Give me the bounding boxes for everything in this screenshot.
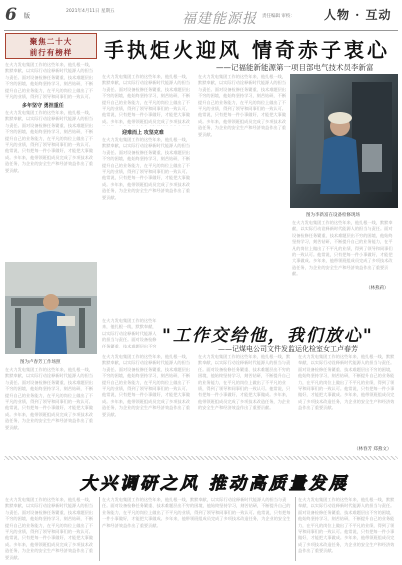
article1-photo-caption: 图为李新富在设备检修现场 [306, 213, 360, 218]
article2-col2: 在火力发电集团工作的这些年来，他扎根一线，默默奉献，以实际行动诠释新时代能源人的担当与责任。面对设备检修任务繁重、技术难题层出不穷的困境，他始终坚持学习，刻苦钻研，不断提升自己的业务能力，在平凡的岗位上做出了不平凡的业绩，得到了领导和同事们的一致认可。他常说，只有把每一件小事做好，才能把大事做成。多年来，他带领班组成员完成了多项技术改造任务，为企业的安全生产和经济效益作出了重要贡献。 [102, 354, 190, 417]
article1-col3: 在火力发电集团工作的这些年来，他扎根一线，默默奉献，以实际行动诠释新时代能源人的担当与责任。面对设备检修任务繁重、技术难题层出不穷的困境，他始终坚持学习，刻苦钻研，不断提升自己的业务能力，在平凡的岗位上做出了不平凡的业绩，得到了领导和同事们的一致认可。他常说，只有把每一件小事做好，才能把大事做成。多年来，他带领班组成员完成了多项技术改造任务，为企业的安全生产和经济效益作出了重要贡献。 [198, 74, 286, 137]
feature-box-line2: 前行有榜样 [29, 48, 73, 57]
article2-col4: 在火力发电集团工作的这些年来，他扎根一线，默默奉献，以实际行动诠释新时代能源人的担当与责任。面对设备检修任务繁重、技术难题层出不穷的困境，他始终坚持学习，刻苦钻研，不断提升自己的业务能力，在平凡的岗位上做出了不平凡的业绩，得到了领导和同事们的一致认可。他常说，只有把每一件小事做好，才能把大事做成。多年来，他带领班组成员完成了多项技术改造任务，为企业的安全生产和经济效益作出了重要贡献。 [298, 354, 395, 411]
header-rule [4, 30, 398, 31]
article2-photo-caption: 图为卢春芳工作场照 [20, 360, 61, 365]
issue-info: 2021年4月11日 星期五 [66, 9, 115, 14]
article1-col2: 在火力发电集团工作的这些年来，他扎根一线，默默奉献，以实际行动诠释新时代能源人的担当与责任。面对设备检修任务繁重、技术难题层出不穷的困境，他始终坚持学习，刻苦钻研，不断提升自己的业务能力，在平凡的岗位上做出了不平凡的业绩，得到了领导和同事们的一致认可。他常说，只有把每一件小事做好，才能把大事做成。多年来，他带领班组成员完成了多项技术改 [102, 74, 190, 124]
article2-title: "工作交给他，我们放心" [162, 326, 374, 346]
article1-col4: 在火力发电集团工作的这些年来，他扎根一线，默默奉献，以实际行动诠释新时代能源人的担当与责任。面对设备检修任务繁重、技术难题层出不穷的困境，他始终坚持学习，刻苦钻研，不断提升自己的业务能力，在平凡的岗位上做出了不平凡的业绩，得到了领导和同事们的一致认可。他常说，只有把每一件小事做好，才能把大事做成。多年来，他带领班组成员完成了多项技术改造任务，为企业的安全生产和经济效益作出了重要贡献。 [292, 220, 393, 277]
article1-sign: （林燕莉） [366, 286, 389, 291]
article2-sign: （林春芳 郑燕文） [354, 447, 392, 452]
article2-col2-top: 在火力发电集团工作的这些年来，他扎根一线，默默奉献，以实际行动诠释新时代能源人的担当与责任。面对设备检修任务繁重、技术难题层出不穷 [102, 318, 157, 348]
article1-col2b: 在火力发电集团工作的这些年来，他扎根一线，默默奉献，以实际行动诠释新时代能源人的担当与责任。面对设备检修任务繁重、技术难题层出不穷的困境，他始终坚持学习，刻苦钻研，不断提升自己的业务能力，在平凡的岗位上做出了不平凡的业绩，得到了领导和同事们的一致认可。他常说，只有把每一件小事做好，才能把大事做成。多年来，他带领班组成员完成了多项技术改造任务，为企业的安全生产和经济效益作出了重要贡献。 [102, 137, 190, 200]
section-title: 人物 · 互动 [324, 8, 392, 22]
article3-title: 大兴调研之风 推动高质量发展 [80, 474, 349, 494]
article2-col1: 在火力发电集团工作的这些年来，他扎根一线，默默奉献，以实际行动诠释新时代能源人的担当与责任。面对设备检修任务繁重、技术难题层出不穷的困境，他始终坚持学习，刻苦钻研，不断提升自己的业务能力，在平凡的岗位上做出了不平凡的业绩，得到了领导和同事们的一致认可。他常说，只有把每一件小事做好，才能把大事做成。多年来，他带领班组成员完成了多项技术改造任务，为企业的安全生产和经济效益作出了重要贡献。 [5, 367, 93, 430]
article1-subhead-left: 多年坚守 勇担重任 [22, 103, 64, 109]
feature-box-line1: 聚焦二十大 [29, 37, 73, 46]
article3-col3: 在火力发电集团工作的这些年来，他扎根一线，默默奉献，以实际行动诠释新时代能源人的担当与责任。面对设备检修任务繁重、技术难题层出不穷的困境，他始终坚持学习，刻苦钻研，不断提升自己的业务能力，在平凡的岗位上做出了不平凡的业绩，得到了领导和同事们的一致认可。他常说，只有把每一件小事做好，才能把大事做成。多年来，他带领班组成员完成了多项技术改造任务，为企业的安全生产和经济效益作出了重要贡献。 [298, 497, 395, 554]
article1-col1-top: 在火力发电集团工作的这些年来，他扎根一线，默默奉献，以实际行动诠释新时代能源人的担当与责任。面对设备检修任务繁重、技术难题层出不穷的困境，他始终坚持学习，刻苦钻研，不断提升自己的业务能力，在平凡的岗位上做出了不平凡的业绩，得到了领导和同事们的一致认可。 [5, 62, 93, 100]
article2-photo [5, 262, 97, 354]
article3-col1: 在火力发电集团工作的这些年来，他扎根一线，默默奉献，以实际行动诠释新时代能源人的担当与责任。面对设备检修任务繁重、技术难题层出不穷的困境，他始终坚持学习，刻苦钻研，不断提升自己的业务能力，在平凡的岗位上做出了不平凡的业绩，得到了领导和同事们的一致认可。他常说，只有把每一件小事做好，才能把大事做成。多年来，他带领班组成员完成了多项技术改造任务，为企业的安全生产和经济效益作出了重要贡献。 [5, 497, 93, 560]
article3-band [4, 456, 398, 460]
article1-title: 手执炬火迎风 情奇赤子衷心 [104, 38, 390, 62]
page-number: 6 [5, 5, 17, 25]
editor-info: 责任编辑 审校： [262, 14, 295, 19]
article1-subtitle: ——记福能新能源第一项目部电气技术员李新富 [216, 63, 374, 72]
article3-col2: 在火力发电集团工作的这些年来，他扎根一线，默默奉献，以实际行动诠释新时代能源人的担当与责任。面对设备检修任务繁重、技术难题层出不穷的困境，他始终坚持学习，刻苦钻研，不断提升自己的业务能力，在平凡的岗位上做出了不平凡的业绩，得到了领导和同事们的一致认可。他常说，只有把每一件小事做好，才能把大事做成。多年来，他带领班组成员完成了多项技术改造任务，为企业的安全生产和经济效益作出了重要贡献。 [102, 497, 291, 528]
column-divider [295, 497, 296, 561]
article1-subhead-mid: 迎难而上 攻坚克难 [122, 130, 164, 136]
page-unit: 版 [24, 13, 31, 20]
page-header [0, 0, 402, 32]
article2-col3: 在火力发电集团工作的这些年来，他扎根一线，默默奉献，以实际行动诠释新时代能源人的担当与责任。面对设备检修任务繁重、技术难题层出不穷的困境，他始终坚持学习，刻苦钻研，不断提升自己的业务能力，在平凡的岗位上做出了不平凡的业绩，得到了领导和同事们的一致认可。他常说，只有把每一件小事做好，才能把大事做成。多年来，他带领班组成员完成了多项技术改造任务，为企业的安全生产和经济效益作出了重要贡献。 [198, 354, 291, 411]
column-divider [99, 497, 100, 561]
article1-col1: 在火力发电集团工作的这些年来，他扎根一线，默默奉献，以实际行动诠释新时代能源人的担当与责任。面对设备检修任务繁重、技术难题层出不穷的困境，他始终坚持学习，刻苦钻研，不断提升自己的业务能力，在平凡的岗位上做出了不平凡的业绩，得到了领导和同事们的一致认可。他常说，只有把每一件小事做好，才能把大事做成。多年来，他带领班组成员完成了多项技术改造任务，为企业的安全生产和经济效益作出了重要贡献。 [5, 110, 93, 173]
article2-subtitle: ——记煤电公司文件发监运化检室女工卢春芳 [218, 345, 358, 353]
feature-box [5, 33, 97, 59]
article1-photo [290, 74, 398, 208]
masthead: 福建能源报 [182, 11, 257, 27]
